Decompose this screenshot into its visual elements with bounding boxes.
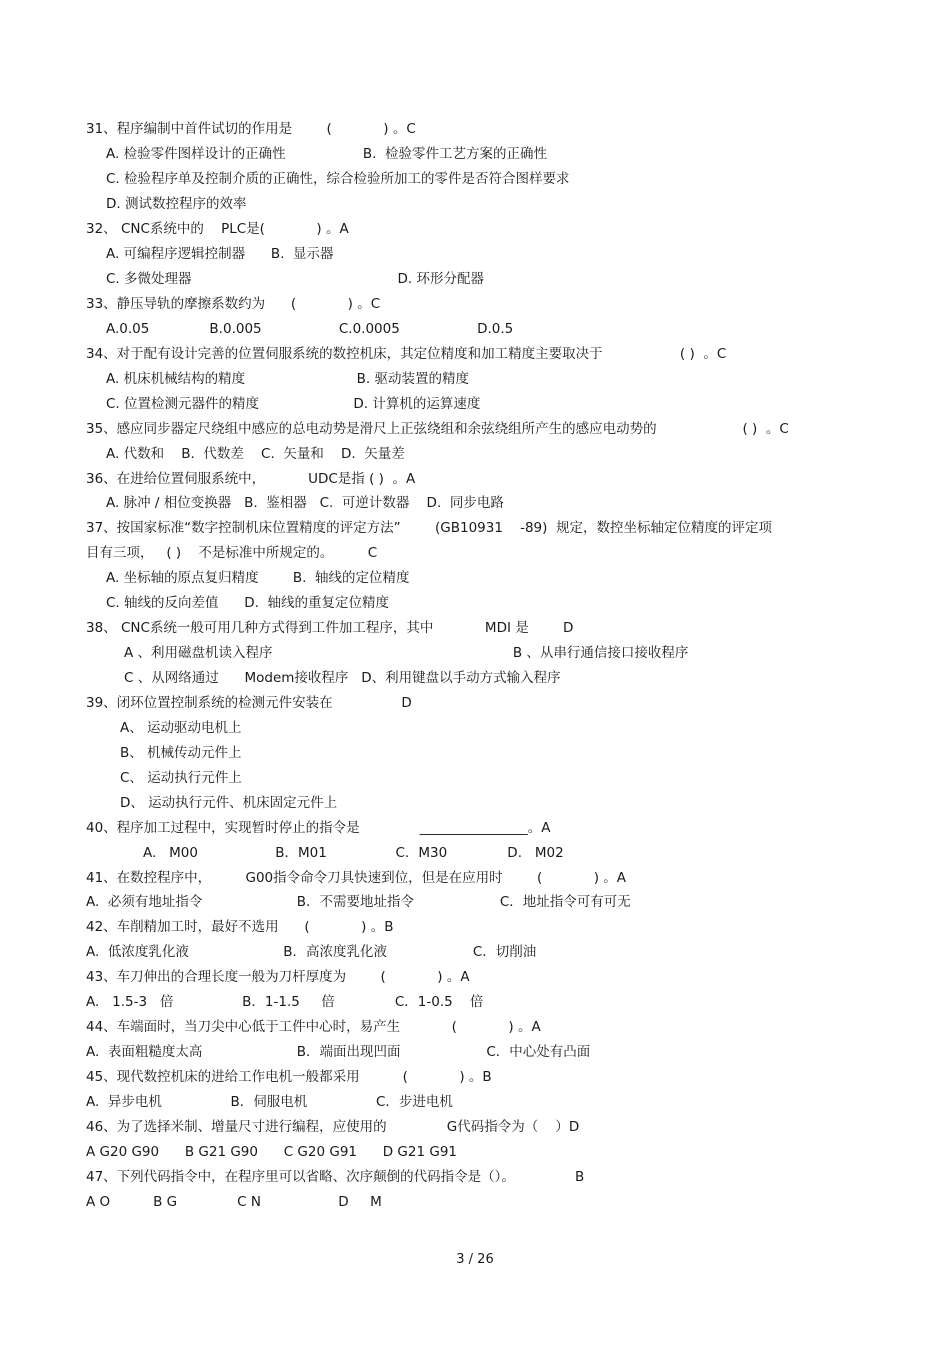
q31-question: 31、程序编制中首件试切的作用是 ( ) 。C — [86, 121, 416, 137]
q36-question: 36、在进给位置伺服系统中， UDC是指 ( ) 。A — [86, 471, 416, 487]
q37-question-cont: 目有三项， ( ) 不是标准中所规定的。 C — [86, 545, 378, 561]
q32-options-cd: C. 多微处理器 D. 环形分配器 — [106, 271, 484, 287]
q46-question: 46、为了选择米制、增量尺寸进行编程，应使用的 G代码指令为（ ）D — [86, 1119, 580, 1135]
page-number: 3 / 26 — [456, 1252, 494, 1267]
q34-options-cd: C. 位置检测元器件的精度 D. 计算机的运算速度 — [106, 396, 481, 412]
q35-question: 35、感应同步器定尺绕组中感应的总电动势是滑尺上正弦绕组和余弦绕组所产生的感应电动势的 ( ) 。C — [86, 421, 789, 437]
q31-option-d: D. 测试数控程序的效率 — [106, 196, 247, 212]
q31-options-ab: A. 检验零件图样设计的正确性 B. 检验零件工艺方案的正确性 — [106, 146, 547, 162]
q39-option-d: D、 运动执行元件、机床固定元件上 — [120, 795, 338, 811]
q46-options: A G20 G90 B G21 G90 C G20 G91 D G21 G91 — [86, 1144, 458, 1160]
q40-options: A. M00 B．M01 C．M30 D. M02 — [143, 845, 564, 861]
q39-option-a: A、 运动驱动电机上 — [120, 720, 242, 736]
q39-option-c: C、 运动执行元件上 — [120, 770, 242, 786]
q45-question: 45、现代数控机床的进给工作电机一般都采用 ( ) 。B — [86, 1069, 492, 1085]
q43-options: A. 1.5-3 倍 B．1-1.5 倍 C．1-0.5 倍 — [86, 994, 484, 1010]
q47-question: 47、下列代码指令中，在程序里可以省略、次序颠倒的代码指令是（）。 B — [86, 1169, 585, 1185]
q41-question: 41、在数控程序中， G00指令命令刀具快速到位，但是在应用时 ( ) 。A — [86, 870, 627, 886]
q33-question: 33、静压导轨的摩擦系数约为 ( ) 。C — [86, 296, 381, 312]
q42-options: A. 低浓度乳化液 B．高浓度乳化液 C．切削油 — [86, 944, 537, 960]
q34-options-ab: A. 机床机械结构的精度 B. 驱动装置的精度 — [106, 371, 469, 387]
q44-question: 44、车端面时，当刀尖中心低于工件中心时，易产生 ( ) 。A — [86, 1019, 541, 1035]
q42-question: 42、车削精加工时，最好不选用 ( ) 。B — [86, 919, 394, 935]
q40-question: 40、程序加工过程中，实现暂时停止的指令是 ________________。A — [86, 820, 551, 836]
q36-options: A. 脉冲 / 相位变换器 B. 鉴相器 C. 可逆计数器 D. 同步电路 — [106, 495, 504, 511]
q38-options-cd: C 、从网络通过 Modem接收程序 D、利用键盘以手动方式输入程序 — [124, 670, 561, 686]
q33-options: A.0.05 B.0.005 C.0.0005 D.0.5 — [106, 321, 514, 337]
q37-question: 37、按国家标准“数字控制机床位置精度的评定方法” (GB10931 -89) 规定，数控坐标轴定位精度的评定项 — [86, 520, 772, 536]
q43-question: 43、车刀伸出的合理长度一般为刀杆厚度为 ( ) 。A — [86, 969, 470, 985]
q47-options: A O B G C N D M — [86, 1194, 382, 1210]
q31-option-c: C. 检验程序单及控制介质的正确性，综合检验所加工的零件是否符合图样要求 — [106, 171, 570, 187]
q39-question: 39、闭环位置控制系统的检测元件安装在 D — [86, 695, 412, 711]
q39-option-b: B、 机械传动元件上 — [120, 745, 242, 761]
q44-options: A. 表面粗糙度太高 B．端面出现凹面 C．中心处有凸面 — [86, 1044, 591, 1060]
q41-options: A. 必须有地址指令 B．不需要地址指令 C．地址指令可有可无 — [86, 894, 631, 910]
q34-question: 34、对于配有设计完善的位置伺服系统的数控机床，其定位精度和加工精度主要取决于 ( ) 。C — [86, 346, 727, 362]
q37-options-cd: C. 轴线的反向差值 D. 轴线的重复定位精度 — [106, 595, 390, 611]
q38-options-ab: A 、利用磁盘机读入程序 B 、从串行通信接口接收程序 — [124, 645, 689, 661]
q37-options-ab: A. 坐标轴的原点复归精度 B. 轴线的定位精度 — [106, 570, 410, 586]
q35-options: A. 代数和 B. 代数差 C. 矢量和 D. 矢量差 — [106, 446, 405, 462]
q32-options-ab: A. 可编程序逻辑控制器 B. 显示器 — [106, 246, 334, 262]
q38-question: 38、 CNC系统一般可用几种方式得到工件加工程序，其中 MDI 是 D — [86, 620, 574, 636]
q32-question: 32、 CNC系统中的 PLC是( ) 。A — [86, 221, 349, 237]
q45-options: A. 异步电机 B．伺服电机 C．步进电机 — [86, 1094, 453, 1110]
